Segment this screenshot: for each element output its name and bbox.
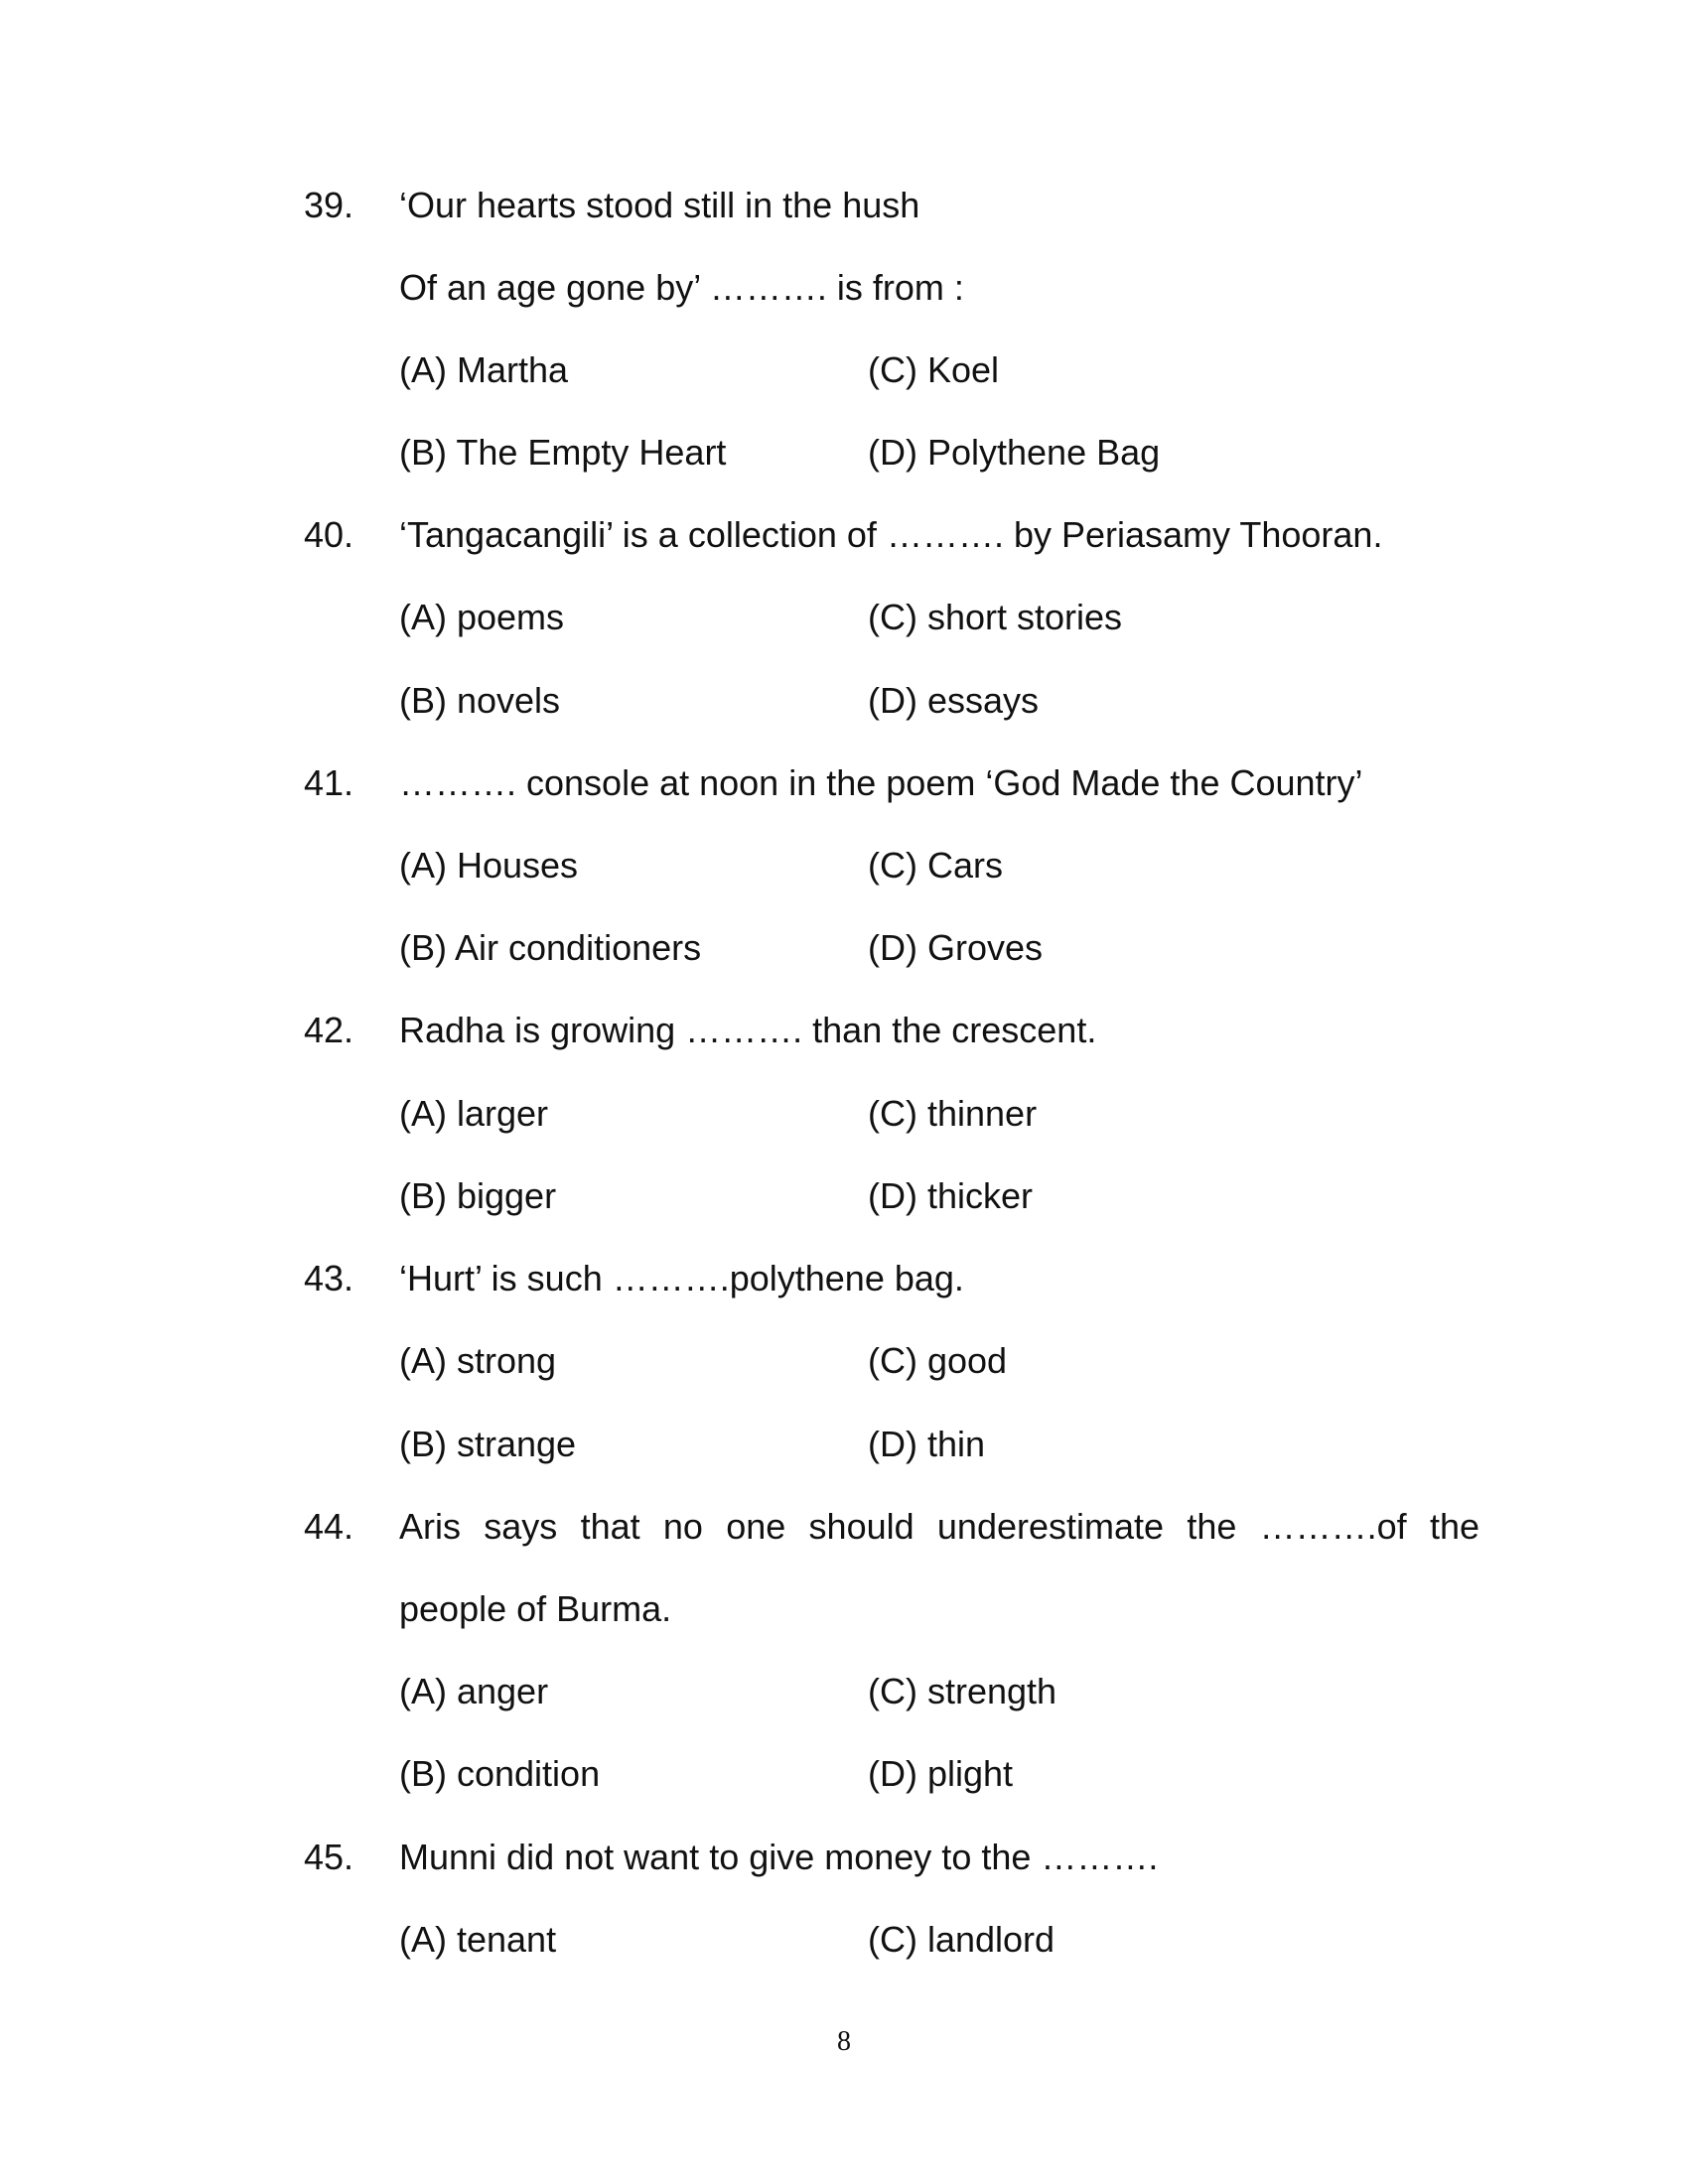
- question-number: 41.: [304, 762, 354, 803]
- question-text-line-2: Of an age gone by’ ………. is from :: [399, 267, 964, 308]
- option-c: (C) short stories: [868, 597, 1123, 637]
- question-number: 44.: [304, 1506, 354, 1547]
- option-d: (D) Polythene Bag: [868, 432, 1161, 473]
- option-a: (A) anger: [399, 1671, 549, 1711]
- option-d: (D) plight: [868, 1753, 1014, 1794]
- question-number: 43.: [304, 1258, 354, 1298]
- option-a: (A) larger: [399, 1093, 549, 1134]
- option-a: (A) poems: [399, 597, 565, 637]
- question-text-line-1: ‘Tangacangili’ is a collection of ………. by Periasamy Thooran.: [399, 514, 1383, 555]
- option-c: (C) landlord: [868, 1919, 1055, 1960]
- option-b: (B) strange: [399, 1424, 577, 1464]
- option-d: (D) essays: [868, 680, 1040, 721]
- question-text-line-1: Radha is growing ………. than the crescent.: [399, 1010, 1097, 1050]
- option-a: (A) Houses: [399, 845, 579, 886]
- option-d: (D) thicker: [868, 1175, 1034, 1216]
- option-c: (C) Cars: [868, 845, 1003, 886]
- question-text-line-2: people of Burma.: [399, 1588, 672, 1629]
- option-a: (A) tenant: [399, 1919, 557, 1960]
- option-b: (B) novels: [399, 680, 561, 721]
- option-c: (C) good: [868, 1340, 1008, 1381]
- option-c: (C) thinner: [868, 1093, 1038, 1134]
- option-a: (A) strong: [399, 1340, 557, 1381]
- question-text-line-1: ………. console at noon in the poem ‘God Made the Country’: [399, 762, 1363, 803]
- option-d: (D) thin: [868, 1424, 986, 1464]
- option-a: (A) Martha: [399, 349, 569, 390]
- option-b: (B) condition: [399, 1753, 601, 1794]
- question-text-line-1: ‘Our hearts stood still in the hush: [399, 185, 920, 225]
- option-c: (C) Koel: [868, 349, 1000, 390]
- page-number: 8: [837, 2026, 851, 2057]
- option-b: (B) The Empty Heart: [399, 432, 727, 473]
- question-number: 40.: [304, 514, 354, 555]
- question-text-line-1: Aris says that no one should underestimate the ……….of the: [399, 1506, 1479, 1547]
- option-b: (B) bigger: [399, 1175, 557, 1216]
- question-text-line-1: Munni did not want to give money to the ……….: [399, 1837, 1159, 1877]
- option-d: (D) Groves: [868, 927, 1044, 968]
- question-number: 42.: [304, 1010, 354, 1050]
- option-b: (B) Air conditioners: [399, 927, 702, 968]
- option-c: (C) strength: [868, 1671, 1057, 1711]
- question-number: 39.: [304, 185, 354, 225]
- question-text-line-1: ‘Hurt’ is such ……….polythene bag.: [399, 1258, 964, 1298]
- question-number: 45.: [304, 1837, 354, 1877]
